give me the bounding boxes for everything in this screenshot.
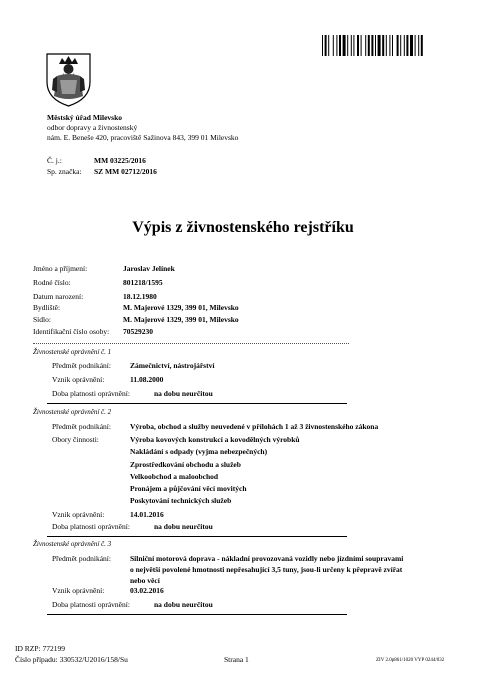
office-department: odbor dopravy a živnostenský	[47, 123, 138, 132]
field-item: Zprostředkování obchodu a služeb	[130, 460, 241, 469]
residence-label: Bydliště:	[33, 303, 61, 312]
subject-line: nebo věcí	[130, 576, 160, 585]
subject-label: Předmět podnikání:	[52, 361, 111, 370]
fields-label: Obory činnosti:	[52, 435, 99, 444]
spz-value: SZ MM 02712/2016	[94, 167, 157, 176]
validity-label: Doba platnosti oprávnění:	[52, 522, 130, 531]
id-value: 70529230	[123, 327, 153, 336]
residence-value: M. Majerové 1329, 399 01, Milevsko	[123, 303, 239, 312]
cj-label: Č. j.:	[47, 156, 62, 165]
origin-value: 11.08.2000	[130, 375, 164, 384]
name-label: Jméno a příjmení:	[33, 264, 88, 273]
divider	[47, 536, 347, 537]
field-item: Poskytování technických služeb	[130, 496, 232, 505]
office-name: Městský úřad Milevsko	[47, 113, 122, 122]
subject-label: Předmět podnikání:	[52, 554, 111, 563]
page-number: Strana 1	[224, 655, 249, 664]
subject-line: Zámečnictví, nástrojářství	[130, 361, 215, 370]
origin-label: Vznik oprávnění:	[52, 375, 105, 384]
subject-line: Výroba, obchod a služby neuvedené v přílohách 1 až 3 živnostenského zákona	[130, 422, 379, 431]
dob-label: Datum narození:	[33, 292, 84, 301]
rzp-id: ID RZP: 772199	[15, 644, 66, 653]
license-heading: Živnostenské oprávnění č. 3	[33, 540, 112, 548]
seat-label: Sídlo:	[33, 315, 51, 324]
origin-label: Vznik oprávnění:	[52, 510, 105, 519]
license-heading: Živnostenské oprávnění č. 2	[33, 408, 112, 416]
barcode	[322, 35, 470, 56]
office-address: nám. E. Beneše 420, pracoviště Sažinova 843, 399 01 Milevsko	[47, 133, 239, 142]
validity-value: na dobu neurčitou	[154, 389, 213, 398]
spz-label: Sp. značka:	[47, 167, 82, 176]
subject-line: o největší povolené hmotnosti nepřesahující 3,5 tuny, jsou-li určeny k přepravě zvířat	[130, 565, 403, 574]
field-item: Výroba kovových konstrukcí a kovodělných výrobků	[130, 435, 300, 444]
id-label: Identifikační číslo osoby:	[33, 327, 110, 336]
license-heading: Živnostenské oprávnění č. 1	[33, 348, 112, 356]
coat-of-arms-icon	[45, 52, 92, 107]
case-number: Číslo případu: 330532/U2016/158/Su	[15, 655, 128, 664]
rc-value: 801218/1595	[123, 278, 163, 287]
validity-label: Doba platnosti oprávnění:	[52, 600, 130, 609]
field-item: Pronájem a půjčování věcí movitých	[130, 484, 247, 493]
origin-value: 03.02.2016	[130, 586, 164, 595]
document-title: Výpis z živnostenského rejstříku	[132, 219, 354, 236]
validity-label: Doba platnosti oprávnění:	[52, 389, 130, 398]
field-item: Nakládání s odpady (vyjma nebezpečných)	[130, 447, 268, 456]
name-value: Jaroslav Jelínek	[123, 264, 175, 273]
subject-label: Předmět podnikání:	[52, 422, 111, 431]
divider	[33, 343, 349, 344]
divider	[47, 403, 347, 404]
cj-value: MM 03225/2016	[94, 156, 146, 165]
origin-value: 14.01.2016	[130, 510, 164, 519]
origin-label: Vznik oprávnění:	[52, 586, 105, 595]
validity-value: na dobu neurčitou	[154, 600, 213, 609]
dob-value: 18.12.1980	[123, 292, 157, 301]
validity-value: na dobu neurčitou	[154, 522, 213, 531]
form-code: ZIV 2.0p861/1020 VYP 0244/032	[376, 658, 445, 663]
field-item: Velkoobchod a maloobchod	[130, 472, 219, 481]
seat-value: M. Majerové 1329, 399 01, Milevsko	[123, 315, 239, 324]
subject-line: Silniční motorová doprava - nákladní provozovaná vozidly nebo jízdními soupravami	[130, 554, 404, 563]
divider	[47, 614, 347, 615]
rc-label: Rodné číslo:	[33, 278, 71, 287]
